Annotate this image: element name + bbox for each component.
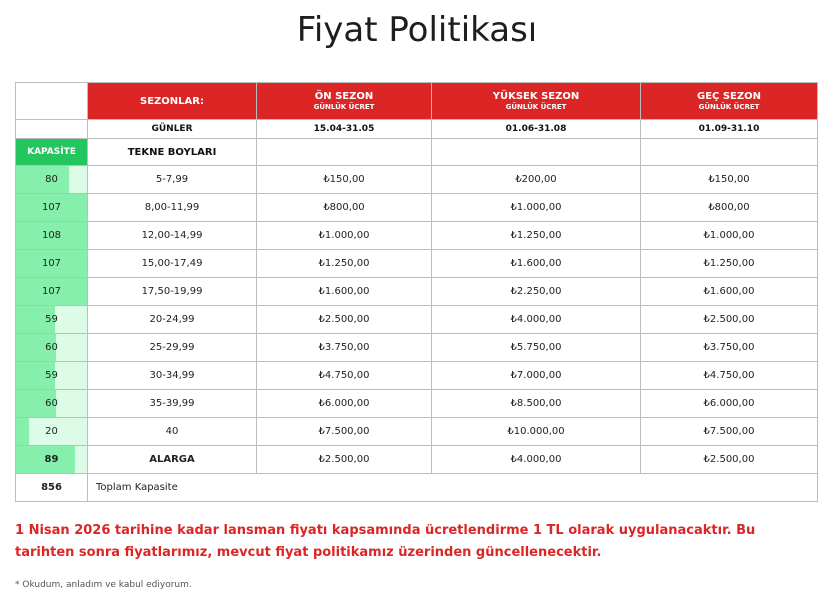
- date-range-late: 01.09-31.10: [641, 120, 818, 139]
- price-table: [15, 82, 818, 502]
- table-row: [16, 278, 818, 306]
- total-row: [16, 474, 818, 502]
- empty-cell: [432, 139, 641, 166]
- total-capacity-value: 856: [16, 474, 88, 502]
- price-late: ₺3.750,00: [641, 334, 818, 362]
- page-title: Fiyat Politikası: [296, 10, 538, 50]
- price-high: ₺8.500,00: [432, 390, 641, 418]
- season-header-high: [432, 83, 641, 120]
- price-early: ₺7.500,00: [257, 418, 432, 446]
- capacity-value: 59: [45, 314, 58, 325]
- boat-size-range: 20-24,99: [88, 306, 257, 334]
- price-late: ₺1.250,00: [641, 250, 818, 278]
- table-row: [16, 194, 818, 222]
- season-sub: GÜNLÜK ÜCRET: [505, 103, 567, 111]
- table-row: [16, 222, 818, 250]
- date-range-early: 15.04-31.05: [257, 120, 432, 139]
- capacity-bar: [16, 166, 69, 193]
- price-early: ₺6.000,00: [257, 390, 432, 418]
- launch-price-notice: 1 Nisan 2026 tarihine kadar lansman fiyatı kapsamında ücretlendirme 1 TL olarak uygulanacaktır. Bu tarihten sonra fiyatlarımız, mevcut fiyat politikamız üzerinden güncellenecektir.: [15, 523, 756, 560]
- empty-corner-cell: [16, 83, 88, 120]
- capacity-cell: [16, 222, 88, 250]
- table-row: [16, 250, 818, 278]
- capacity-value: 107: [41, 258, 62, 269]
- boat-size-range: 5-7,99: [88, 166, 257, 194]
- empty-cell: [257, 139, 432, 166]
- capacity-header: KAPASİTE: [16, 139, 88, 166]
- price-high: ₺4.000,00: [432, 446, 641, 474]
- price-high: ₺1.250,00: [432, 222, 641, 250]
- capacity-value: 107: [41, 286, 62, 297]
- price-late: ₺2.500,00: [641, 306, 818, 334]
- boat-size-range: 8,00-11,99: [88, 194, 257, 222]
- capacity-value: 89: [44, 454, 59, 465]
- capacity-value: 108: [41, 230, 62, 241]
- price-late: ₺2.500,00: [641, 446, 818, 474]
- price-high: ₺1.000,00: [432, 194, 641, 222]
- table-row: [16, 166, 818, 194]
- days-row: [16, 120, 818, 139]
- boat-size-range: ALARGA: [88, 446, 257, 474]
- capacity-value: 60: [45, 398, 58, 409]
- price-high: ₺10.000,00: [432, 418, 641, 446]
- table-row: [16, 418, 818, 446]
- boat-size-range: 35-39,99: [88, 390, 257, 418]
- season-name: GEÇ SEZON: [696, 91, 761, 102]
- season-sub: GÜNLÜK ÜCRET: [313, 103, 375, 111]
- price-late: ₺150,00: [641, 166, 818, 194]
- capacity-value: 59: [45, 370, 58, 381]
- price-high: ₺4.000,00: [432, 306, 641, 334]
- column-header-row: [16, 139, 818, 166]
- capacity-value: 107: [41, 202, 62, 213]
- seasons-label: SEZONLAR:: [88, 83, 257, 120]
- boat-size-range: 15,00-17,49: [88, 250, 257, 278]
- boat-size-range: 17,50-19,99: [88, 278, 257, 306]
- capacity-cell: [16, 446, 88, 474]
- table-row: [16, 334, 818, 362]
- table-row: [16, 362, 818, 390]
- days-label: GÜNLER: [88, 120, 257, 139]
- price-late: ₺4.750,00: [641, 362, 818, 390]
- season-name: YÜKSEK SEZON: [492, 91, 580, 102]
- boat-size-range: 25-29,99: [88, 334, 257, 362]
- price-early: ₺800,00: [257, 194, 432, 222]
- season-sub: GÜNLÜK ÜCRET: [698, 103, 760, 111]
- empty-cell: [641, 139, 818, 166]
- capacity-cell: [16, 390, 88, 418]
- capacity-value: 80: [45, 174, 58, 185]
- capacity-value: 20: [45, 426, 58, 437]
- boat-size-range: 12,00-14,99: [88, 222, 257, 250]
- table-row: [16, 446, 818, 474]
- price-high: ₺5.750,00: [432, 334, 641, 362]
- price-high: ₺7.000,00: [432, 362, 641, 390]
- empty-cell: [16, 120, 88, 139]
- season-header-late: [641, 83, 818, 120]
- date-range-high: 01.06-31.08: [432, 120, 641, 139]
- price-early: ₺1.250,00: [257, 250, 432, 278]
- price-early: ₺2.500,00: [257, 306, 432, 334]
- price-late: ₺7.500,00: [641, 418, 818, 446]
- capacity-cell: [16, 334, 88, 362]
- boat-size-range: 30-34,99: [88, 362, 257, 390]
- capacity-value: 60: [45, 342, 58, 353]
- capacity-cell: [16, 362, 88, 390]
- capacity-cell: [16, 306, 88, 334]
- price-late: ₺1.600,00: [641, 278, 818, 306]
- capacity-cell: [16, 166, 88, 194]
- price-early: ₺1.600,00: [257, 278, 432, 306]
- price-early: ₺4.750,00: [257, 362, 432, 390]
- price-early: ₺150,00: [257, 166, 432, 194]
- capacity-cell: [16, 194, 88, 222]
- table-row: [16, 306, 818, 334]
- boat-size-header: TEKNE BOYLARI: [88, 139, 257, 166]
- price-late: ₺800,00: [641, 194, 818, 222]
- capacity-cell: [16, 278, 88, 306]
- table-row: [16, 390, 818, 418]
- price-high: ₺200,00: [432, 166, 641, 194]
- capacity-bar: [16, 418, 29, 445]
- total-capacity-label: Toplam Kapasite: [88, 474, 818, 502]
- boat-size-range: 40: [88, 418, 257, 446]
- price-high: ₺1.600,00: [432, 250, 641, 278]
- price-early: ₺1.000,00: [257, 222, 432, 250]
- capacity-cell: [16, 418, 88, 446]
- season-header-early: [257, 83, 432, 120]
- agreement-footnote: * Okudum, anladım ve kabul ediyorum.: [15, 580, 192, 590]
- price-late: ₺1.000,00: [641, 222, 818, 250]
- season-name: ÖN SEZON: [314, 91, 374, 102]
- price-late: ₺6.000,00: [641, 390, 818, 418]
- price-high: ₺2.250,00: [432, 278, 641, 306]
- price-early: ₺2.500,00: [257, 446, 432, 474]
- season-header-row: [16, 83, 818, 120]
- price-early: ₺3.750,00: [257, 334, 432, 362]
- capacity-cell: [16, 250, 88, 278]
